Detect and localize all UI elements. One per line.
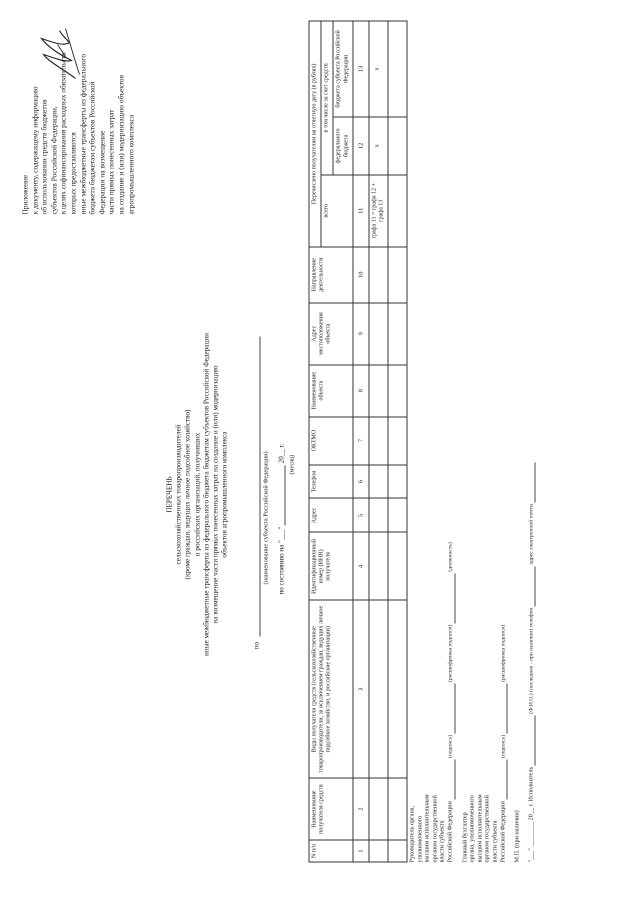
table-cell[interactable]	[388, 840, 407, 862]
signatory-line: уполномоченного	[416, 815, 424, 863]
title-line: объектов агропромышленного комплекса	[220, 431, 229, 558]
table-cell[interactable]	[369, 417, 388, 465]
table-cell[interactable]	[388, 532, 407, 600]
appendix-line: Приложение	[20, 174, 30, 215]
accountant-signature	[461, 363, 508, 863]
phone-line[interactable]	[528, 566, 536, 606]
table-cell[interactable]	[388, 303, 407, 365]
position-line[interactable]	[447, 573, 455, 623]
table-cell[interactable]	[388, 778, 407, 840]
table-cell[interactable]	[388, 465, 407, 499]
table-cell[interactable]	[388, 417, 407, 465]
executor-caption: (Ф.И.О.) (последнее - при наличии)	[528, 628, 535, 714]
signatory-line: высшим исполнительным	[423, 794, 431, 863]
footer-date: "___" ________ 20__ г.	[527, 803, 535, 863]
appendix-line: об использовании средств бюджетов	[39, 99, 49, 215]
appendix-line: к документу, содержащему информацию	[30, 86, 40, 215]
table-row	[388, 21, 407, 862]
subject-input-line[interactable]	[252, 336, 261, 636]
col-inn-header: Идентификационный номер (ИНН) получателя	[309, 532, 353, 600]
name-line[interactable]	[447, 683, 455, 733]
col-total-header: всего	[321, 175, 353, 247]
table-cell[interactable]	[369, 465, 388, 499]
table-cell[interactable]	[369, 778, 388, 840]
table-cell[interactable]	[369, 600, 388, 778]
signatures-block	[409, 363, 536, 863]
email-line[interactable]	[528, 462, 536, 502]
signature-line[interactable]	[447, 760, 455, 800]
position-caption: (должность)	[447, 542, 454, 572]
regional-cell: x	[369, 21, 388, 117]
total-formula-cell: графа 11 = графа 12 + графа 13	[369, 175, 388, 247]
appendix-line: в целях софинансирования расходных обязательств	[58, 52, 68, 215]
header-row	[309, 21, 321, 862]
signatory-line: органом государственной	[431, 795, 439, 863]
column-index: 11	[353, 175, 369, 247]
col-oktmo-header: ОКТМО	[309, 417, 353, 465]
appendix-line: части прямых понесенных затрат	[106, 109, 116, 215]
col-regional-header: бюджета субъекта Российской Федерации	[333, 21, 352, 117]
column-index: 13	[353, 21, 369, 117]
column-index: 1	[353, 840, 369, 862]
col-number-header: N п/п	[309, 840, 353, 862]
title-line: на возмещение части прямых понесенных затрат на создание и (или) модернизацию	[211, 365, 220, 624]
title-line: и российских организаций, получивших	[193, 432, 202, 557]
col-recipient-type-header: Виды получателя средств (сельскохозяйственные товаропроизводители, за исключением граждан, ведущих личное подсобное хозяйство, и российские организации)	[309, 600, 353, 778]
column-index: 6	[353, 465, 369, 499]
date-month-line[interactable]	[278, 465, 286, 525]
appendix-line: которых предоставляются	[68, 132, 78, 215]
head-signature	[409, 363, 456, 863]
table-row	[369, 21, 388, 862]
column-index: 7	[353, 417, 369, 465]
federal-cell: x	[369, 117, 388, 175]
date-prefix: по состоянию на	[277, 544, 286, 595]
column-index: 8	[353, 365, 369, 417]
table-cell[interactable]	[369, 303, 388, 365]
table-cell[interactable]	[388, 247, 407, 303]
executor-label: Исполнитель	[527, 766, 535, 802]
column-number-row	[353, 21, 369, 862]
col-transferred-group-header: Перечислено получателям на отчетную дату (в рублях)	[309, 21, 321, 247]
col-federal-header: федерального бюджета	[333, 117, 352, 175]
recipients-table	[309, 21, 408, 863]
signatory-line: органом государственной	[483, 795, 491, 863]
rotated-sheet	[1, 0, 640, 905]
col-activity-header: Направление деятельности	[309, 247, 353, 303]
appendix-line: бюджета бюджетам субъектов Российской	[87, 81, 97, 215]
subject-field	[252, 230, 261, 650]
document-title	[166, 235, 230, 755]
signatory-line: власти субъекта	[438, 820, 446, 863]
signatory-line: органа, уполномоченного	[468, 795, 476, 863]
column-index: 10	[353, 247, 369, 303]
executor-line[interactable]	[528, 715, 536, 765]
name-line[interactable]	[500, 683, 508, 733]
subject-caption: (наименование субъекта Российской Федерации)	[262, 451, 270, 585]
date-caption: (месяц)	[288, 454, 296, 475]
col-including-header: в том числе за счет средств	[321, 21, 333, 175]
name-caption: (расшифровка подписи)	[500, 624, 507, 682]
col-recipient-name-header: Наименование получателя средств	[309, 778, 353, 840]
appendix-line: иные межбюджетные трансферты из федерального	[78, 53, 88, 215]
table-cell[interactable]	[369, 532, 388, 600]
title-line: ПЕРЕЧЕНЬ	[165, 476, 174, 513]
date-year: 20__ г.	[277, 443, 286, 464]
column-index: 3	[353, 600, 369, 778]
signatory-line: высшим исполнительным	[476, 794, 484, 863]
date-day: "___"	[277, 526, 286, 543]
column-index: 2	[353, 778, 369, 840]
table-cell[interactable]	[388, 117, 407, 175]
signatory-line: Руководитель органа,	[408, 805, 416, 863]
table-cell[interactable]	[369, 840, 388, 862]
phone-label: телефон	[528, 607, 535, 628]
signatory-line: Российской Федерации	[499, 801, 507, 863]
stamp-place: М.П. (при наличии)	[513, 810, 521, 863]
signature-caption: (подпись)	[500, 734, 507, 759]
signatory-line: Главный бухгалтер	[461, 812, 469, 863]
column-index: 5	[353, 499, 369, 533]
date-field	[278, 444, 286, 595]
table-cell[interactable]	[388, 175, 407, 247]
col-phone-header: Телефон	[309, 465, 353, 499]
appendix-line: Федерации на возмещение	[97, 130, 107, 215]
column-index: 4	[353, 532, 369, 600]
handwritten-signature	[36, 25, 86, 85]
title-line: сельскохозяйственных товаропроизводителей	[174, 424, 183, 565]
table-cell[interactable]	[369, 365, 388, 417]
appendix-line: агропромышленного комплекса	[126, 114, 136, 215]
col-address-header: Адрес	[309, 499, 353, 533]
column-index: 12	[353, 117, 369, 175]
table-cell[interactable]	[369, 499, 388, 533]
name-caption: (расшифровка подписи)	[447, 624, 454, 682]
signatory-line: Российской Федерации	[446, 801, 454, 863]
executor-row	[527, 363, 536, 863]
appendix-line: на создание и (или) модернизацию объектов	[116, 74, 126, 215]
table-cell[interactable]	[388, 600, 407, 778]
subject-prefix: по	[252, 642, 261, 650]
email-label: адрес электронной почты	[528, 503, 535, 565]
title-line: иные межбюджетные трансферты из федерального бюджета бюджетам субъектов Российской Федерации	[202, 332, 211, 657]
table-cell[interactable]	[388, 499, 407, 533]
col-object-name-header: Наименование объекта	[309, 365, 353, 417]
table-cell[interactable]	[369, 247, 388, 303]
col-object-address-header: Адрес местоположения объекта	[309, 303, 353, 365]
signature-caption: (подпись)	[447, 734, 454, 759]
signature-line[interactable]	[500, 760, 508, 800]
table-cell[interactable]	[388, 365, 407, 417]
table-cell[interactable]	[388, 21, 407, 117]
signatory-line: власти субъекта	[491, 820, 499, 863]
appendix-line: субъектов Российской Федерации,	[49, 106, 59, 215]
title-line: (кроме граждан, ведущих личное подсобное хозяйство)	[183, 409, 192, 580]
column-index: 9	[353, 303, 369, 365]
